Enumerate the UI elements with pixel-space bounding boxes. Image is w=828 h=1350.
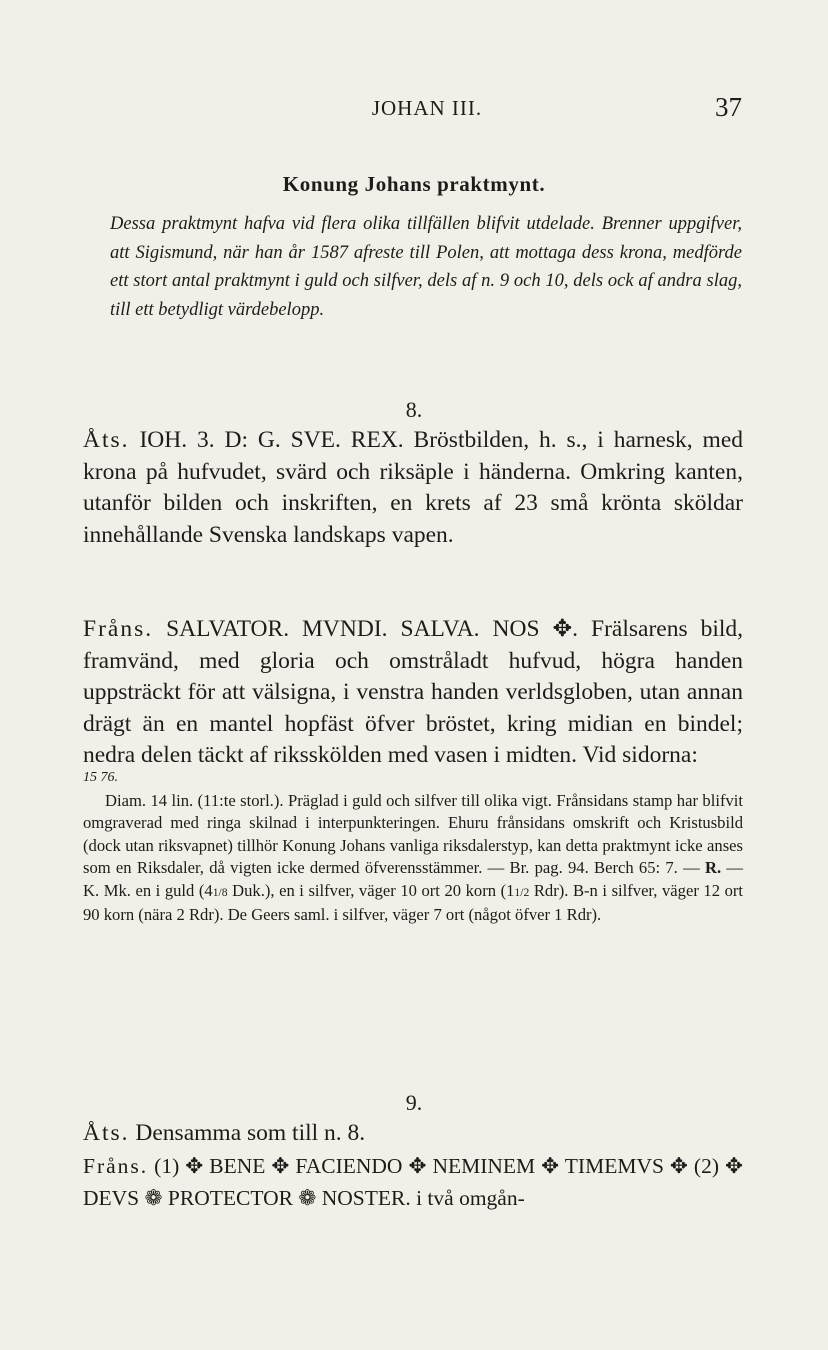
obverse-description: Densamma som till n. 8.	[135, 1120, 366, 1146]
intro-paragraph: Dessa praktmynt hafva vid flera olika tillfällen blifvit utdelade. Brenner uppgifver, att Sigismund, när han år 1587 afreste till Polen, att mottaga dess krona, medförde ett stort antal praktmynt i guld och silfver, dels af n. 9 och 10, dels ock af andra slag, till ett betydligt värdebelopp.	[110, 214, 742, 320]
note-text-2: — K. Mk. en i guld (4	[83, 858, 743, 900]
reverse-label: Fråns.	[83, 616, 154, 642]
reverse-label: Fråns.	[83, 1154, 149, 1178]
page-number: 37	[715, 92, 742, 122]
obverse-description: IOH. 3. D: G. SVE. REX. Bröstbilden, h. s., i harnesk, med krona på hufvudet, svärd och riksäple i händerna. Omkring kanten, utanför bilden och inskriften, en krets af 23 små krönta sköldar innehållande Svenska landskaps vapen.	[83, 427, 744, 548]
reverse-description: SALVATOR. MVNDI. SALVA. NOS ✥. Frälsarens bild, framvänd, med gloria och omstråladt hufvud, högra handen uppsträckt för att välsigna, i venstra handen verldsgloben, utan annan drägt än en mantel hopfäst öfver bröstet, kring midian en bindel; nedra delen täckt af riksskölden med vasen i midten. Vid sidorna:	[83, 616, 743, 769]
note-text-1: Diam. 14 lin. (11:te storl.). Präglad i guld och silfver till olika vigt. Frånsidans stamp har blifvit omgraverad med ringa skilnad i interpunkteringen. Ehuru frånsidans omskrift och Kristusbild (dock utan riksvapnet) tillhör Konung Johans vanliga riksdalerstyp, kan detta praktmynt icke anses som en Riksdaler, då vigten icke dermed öfverensstämmer. — Br. pag. 94. Berch 65: 7. —	[83, 791, 743, 878]
coin-9-obverse	[83, 1118, 743, 1150]
fraction-one-eighth: 1/8	[212, 885, 228, 899]
coin-8-number: 8.	[405, 397, 423, 422]
running-head	[112, 92, 742, 126]
coin-9-reverse	[83, 1151, 743, 1214]
side-marks: 15 76.	[83, 769, 118, 785]
coin-8-note	[83, 790, 743, 926]
obverse-label: Åts.	[83, 427, 130, 453]
note-text-3: Duk.), en i silfver, väger 10 ort 20 korn (1	[232, 880, 515, 900]
obverse-label: Åts.	[83, 1120, 130, 1146]
fraction-one-half: 1/2	[514, 885, 530, 899]
section-title: Konung Johans praktmynt.	[282, 172, 546, 196]
coin-8-reverse	[83, 614, 743, 786]
reverse-description: (1) ✥ BENE ✥ FACIENDO ✥ NEMINEM ✥ TIMEMVS ✥ (2) ✥ DEVS ❁ PROTECTOR ❁ NOSTER. i två omgån-	[83, 1154, 743, 1210]
running-title: JOHAN III.	[371, 96, 483, 120]
note-text-4: Rdr). B-n i silfver, väger 12 ort 90 korn (nära 2 Rdr). De Geers saml. i silfver, väger 7 ort (något öfver 1 Rdr).	[83, 880, 743, 925]
rarity-mark: R.	[704, 858, 722, 878]
coin-8-obverse	[83, 425, 743, 551]
coin-9-number: 9.	[405, 1090, 423, 1115]
